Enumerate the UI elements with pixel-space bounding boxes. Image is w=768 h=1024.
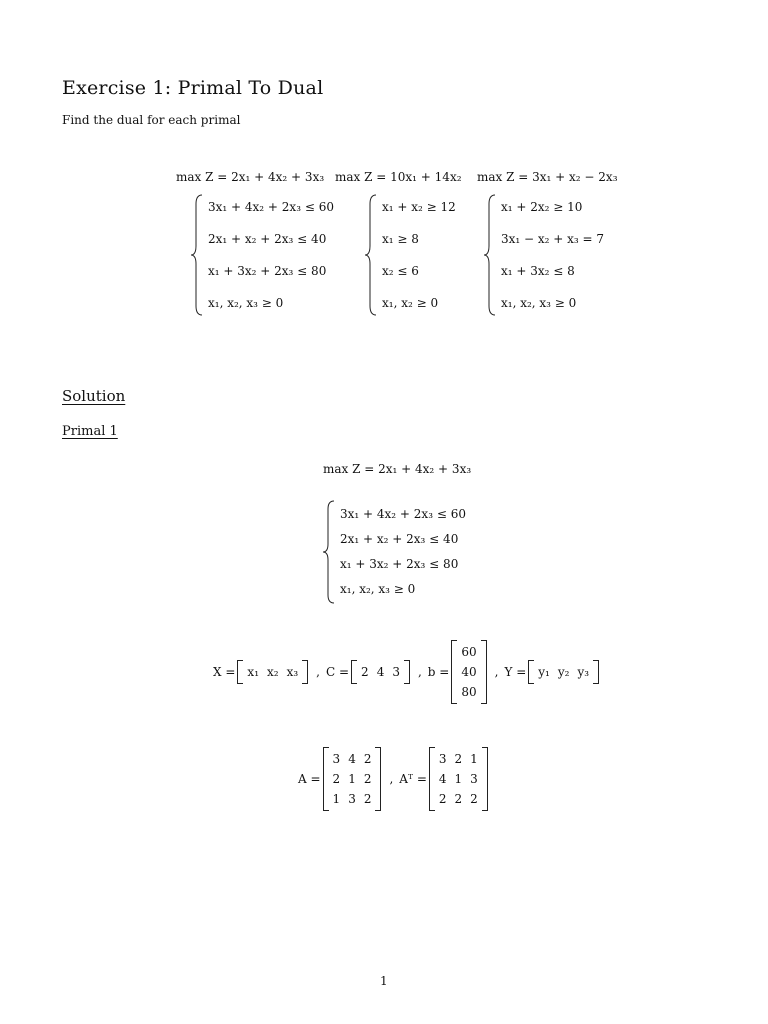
solution-constraint: 3x₁ + 4x₂ + 2x₃ ≤ 60 [340,507,466,521]
matrix-cell: 3 [348,792,356,806]
a-matrix [323,747,382,811]
page-number: 1 [380,974,388,988]
left-brace-icon [483,194,497,316]
solution-constraint: x₁, x₂, x₃ ≥ 0 [340,582,416,596]
vector-definitions [213,632,601,712]
x-label: X = [213,665,236,679]
problem-3-system [483,194,623,316]
matrix-cell: y₁ [538,665,550,679]
page-title: Exercise 1: Primal To Dual [62,77,324,99]
matrix-cell: 2 [454,792,463,806]
matrix-cell: 1 [332,792,341,806]
problem-1-system [190,194,334,316]
matrix-definitions [298,736,490,822]
primal-1-heading: Primal 1 [62,424,118,439]
matrix-cell: 60 [461,645,477,659]
problem-3-constraint: 3x₁ − x₂ + x₃ = 7 [501,232,605,246]
problem-2-constraint: x₂ ≤ 6 [382,264,419,278]
separator: , [389,772,394,786]
left-brace-icon [322,500,336,604]
matrix-cell: 1 [348,772,356,786]
matrix-cell: y₃ [577,665,590,679]
problem-3-constraint: x₁ + 2x₂ ≥ 10 [501,200,583,214]
instruction-text: Find the dual for each primal [62,113,241,127]
left-brace-icon [364,194,378,316]
problem-3-constraint: x₁, x₂, x₃ ≥ 0 [501,296,577,310]
left-brace-icon [190,194,204,316]
matrix-cell: 3 [392,665,400,679]
matrix-cell: 2 [454,752,463,766]
solution-heading: Solution [62,387,126,405]
x-vector [237,660,308,684]
y-vector [528,660,599,684]
matrix-cell: 1 [454,772,463,786]
a-transpose-label: Aᵀ = [399,772,427,786]
problem-1-constraint: 2x₁ + x₂ + 2x₃ ≤ 40 [208,232,327,246]
problem-3-constraint: x₁ + 3x₂ ≤ 8 [501,264,575,278]
matrix-cell: 4 [376,665,385,679]
matrix-cell: 2 [363,752,372,766]
solution-system [322,500,466,604]
matrix-cell: 2 [470,792,478,806]
separator: , [417,665,422,679]
problem-3-objective: max Z = 3x₁ + x₂ − 2x₃ [477,170,618,184]
matrix-cell: 2 [363,772,372,786]
matrix-cell: 40 [461,665,477,679]
c-label: C = [325,665,350,679]
a-transpose-matrix [429,747,488,811]
matrix-cell: x₁ [247,665,259,679]
problem-1-constraint: 3x₁ + 4x₂ + 2x₃ ≤ 60 [208,200,334,214]
problem-2-system [364,194,474,316]
solution-constraint: x₁ + 3x₂ + 2x₃ ≤ 80 [340,557,459,571]
y-label: Y = [504,665,527,679]
matrix-cell: x₃ [286,665,299,679]
problem-1-objective: max Z = 2x₁ + 4x₂ + 3x₃ [176,170,325,184]
matrix-cell: 3 [470,772,478,786]
matrix-cell: 4 [348,752,356,766]
b-vector [451,640,486,704]
solution-objective: max Z = 2x₁ + 4x₂ + 3x₃ [323,462,472,476]
solution-constraint: 2x₁ + x₂ + 2x₃ ≤ 40 [340,532,459,546]
separator: , [316,665,320,679]
matrix-cell: y₂ [557,665,570,679]
matrix-cell: 2 [332,772,341,786]
matrix-cell: x₂ [267,665,279,679]
matrix-cell: 4 [438,772,447,786]
problem-2-objective: max Z = 10x₁ + 14x₂ [335,170,462,184]
problem-1-constraint: x₁, x₂, x₃ ≥ 0 [208,296,284,310]
problem-1-constraint: x₁ + 3x₂ + 2x₃ ≤ 80 [208,264,327,278]
matrix-cell: 1 [470,752,478,766]
matrix-cell: 80 [461,685,477,699]
matrix-cell: 2 [361,665,369,679]
problem-2-constraint: x₁ + x₂ ≥ 12 [382,200,456,214]
b-label: b = [427,665,450,679]
matrix-cell: 2 [438,792,447,806]
matrix-cell: 3 [438,752,447,766]
matrix-cell: 3 [332,752,341,766]
problem-2-constraint: x₁, x₂ ≥ 0 [382,296,439,310]
a-label: A = [298,772,321,786]
matrix-cell: 2 [363,792,372,806]
problem-2-constraint: x₁ ≥ 8 [382,232,419,246]
separator: , [494,665,499,679]
c-vector [351,660,410,684]
